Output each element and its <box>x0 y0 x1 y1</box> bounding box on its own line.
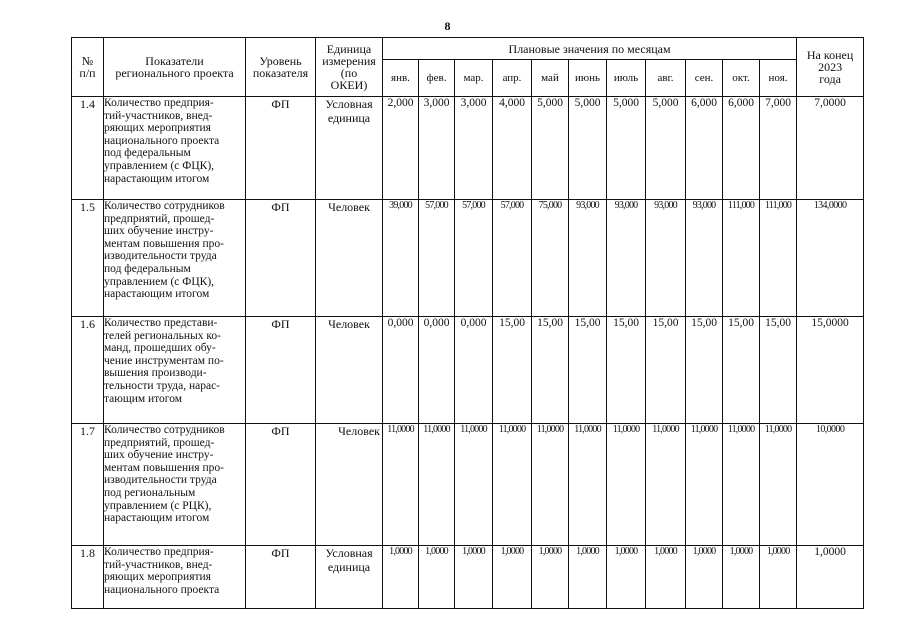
row-number: 1.4 <box>72 97 104 200</box>
indicator-name: Количество предприя- тий-участников, внед- ряющих мероприятия национального проекта <box>104 546 246 609</box>
month-value: 75,000 <box>532 200 569 317</box>
indicator-level: ФП <box>246 424 316 546</box>
month-value: 1,0000 <box>569 546 607 609</box>
month-value: 3,000 <box>419 97 455 200</box>
header-year-end: На конец 2023 года <box>797 38 864 97</box>
header-month: янв. <box>383 60 419 97</box>
table-row <box>72 200 864 317</box>
month-value: 1,0000 <box>723 546 760 609</box>
month-value: 11,0000 <box>723 424 760 546</box>
month-value: 57,000 <box>455 200 493 317</box>
month-value: 2,000 <box>383 97 419 200</box>
month-value: 93,000 <box>607 200 646 317</box>
indicator-name: Количество представи- телей региональных ко- манд, прошедших обу- чение инструментам по- вышения производи- тельности труда, нарас- тающим итогом <box>104 317 246 424</box>
header-num: № п/п <box>72 38 104 97</box>
month-value: 11,0000 <box>569 424 607 546</box>
month-value: 57,000 <box>419 200 455 317</box>
indicator-name: Количество сотрудников предприятий, прошед- ших обучение инстру- ментам повышения про- изводительности труда под федеральным управлением (с ФЦК), нарастающим итогом <box>104 200 246 317</box>
month-value: 7,000 <box>760 97 797 200</box>
table-row <box>72 97 864 200</box>
year-end-value: 15,0000 <box>797 317 864 424</box>
indicator-name: Количество сотрудников предприятий, прошед- ших обучение инстру- ментам повышения про- изводительности труда под региональным управлением (с РЦК), нарастающим итогом <box>104 424 246 546</box>
month-value: 4,000 <box>493 97 532 200</box>
row-number: 1.5 <box>72 200 104 317</box>
month-value: 0,000 <box>419 317 455 424</box>
month-value: 15,00 <box>723 317 760 424</box>
month-value: 6,000 <box>686 97 723 200</box>
row-number: 1.6 <box>72 317 104 424</box>
table-row <box>72 317 864 424</box>
month-value: 1,0000 <box>419 546 455 609</box>
header-month: май <box>532 60 569 97</box>
year-end-value: 1,0000 <box>797 546 864 609</box>
month-value: 11,0000 <box>455 424 493 546</box>
month-value: 93,000 <box>686 200 723 317</box>
month-value: 11,0000 <box>607 424 646 546</box>
table-row <box>72 424 864 546</box>
measurement-unit: Человек <box>316 317 383 424</box>
month-value: 11,0000 <box>760 424 797 546</box>
month-value: 5,000 <box>607 97 646 200</box>
month-value: 11,0000 <box>419 424 455 546</box>
month-value: 11,0000 <box>383 424 419 546</box>
month-value: 15,00 <box>686 317 723 424</box>
month-value: 39,000 <box>383 200 419 317</box>
header-month: сен. <box>686 60 723 97</box>
measurement-unit: Человек <box>316 200 383 317</box>
month-value: 15,00 <box>760 317 797 424</box>
month-value: 5,000 <box>569 97 607 200</box>
year-end-value: 10,0000 <box>797 424 864 546</box>
month-value: 15,00 <box>532 317 569 424</box>
measurement-unit: Условная единица <box>316 546 383 609</box>
month-value: 0,000 <box>383 317 419 424</box>
measurement-unit: Человек <box>316 424 383 546</box>
header-unit: Единица измерения (по ОКЕИ) <box>316 38 383 97</box>
row-number: 1.7 <box>72 424 104 546</box>
month-value: 11,0000 <box>532 424 569 546</box>
month-value: 1,0000 <box>607 546 646 609</box>
plan-values-table <box>71 37 864 609</box>
indicator-name: Количество предприя- тий-участников, внед- ряющих мероприятия национального проекта под федеральным управлением (с ФЦК), нарастающим итогом <box>104 97 246 200</box>
header-month: апр. <box>493 60 532 97</box>
month-value: 11,0000 <box>646 424 686 546</box>
month-value: 1,0000 <box>760 546 797 609</box>
indicator-level: ФП <box>246 546 316 609</box>
month-value: 1,0000 <box>686 546 723 609</box>
row-number: 1.8 <box>72 546 104 609</box>
month-value: 57,000 <box>493 200 532 317</box>
month-value: 15,00 <box>646 317 686 424</box>
year-end-value: 7,0000 <box>797 97 864 200</box>
month-value: 1,0000 <box>493 546 532 609</box>
indicator-level: ФП <box>246 317 316 424</box>
header-month: окт. <box>723 60 760 97</box>
header-planned-values: Плановые значения по месяцам <box>383 38 797 60</box>
header-month: мар. <box>455 60 493 97</box>
month-value: 15,00 <box>607 317 646 424</box>
month-value: 6,000 <box>723 97 760 200</box>
table-row <box>72 546 864 609</box>
year-end-value: 134,0000 <box>797 200 864 317</box>
month-value: 93,000 <box>646 200 686 317</box>
header-month: ноя. <box>760 60 797 97</box>
header-month: фев. <box>419 60 455 97</box>
indicator-level: ФП <box>246 97 316 200</box>
page-number: 8 <box>444 19 451 33</box>
header-month: авг. <box>646 60 686 97</box>
month-value: 111,000 <box>760 200 797 317</box>
month-value: 15,00 <box>493 317 532 424</box>
month-value: 5,000 <box>532 97 569 200</box>
measurement-unit: Условная единица <box>316 97 383 200</box>
month-value: 111,000 <box>723 200 760 317</box>
header-level: Уровень показателя <box>246 38 316 97</box>
header-month: июль <box>607 60 646 97</box>
header-indicator: Показатели регионального проекта <box>104 38 246 97</box>
month-value: 0,000 <box>455 317 493 424</box>
month-value: 15,00 <box>569 317 607 424</box>
month-value: 11,0000 <box>493 424 532 546</box>
month-value: 1,0000 <box>532 546 569 609</box>
month-value: 3,000 <box>455 97 493 200</box>
month-value: 1,0000 <box>646 546 686 609</box>
month-value: 5,000 <box>646 97 686 200</box>
month-value: 11,0000 <box>686 424 723 546</box>
month-value: 1,0000 <box>383 546 419 609</box>
month-value: 1,0000 <box>455 546 493 609</box>
indicator-level: ФП <box>246 200 316 317</box>
header-month: июнь <box>569 60 607 97</box>
month-value: 93,000 <box>569 200 607 317</box>
